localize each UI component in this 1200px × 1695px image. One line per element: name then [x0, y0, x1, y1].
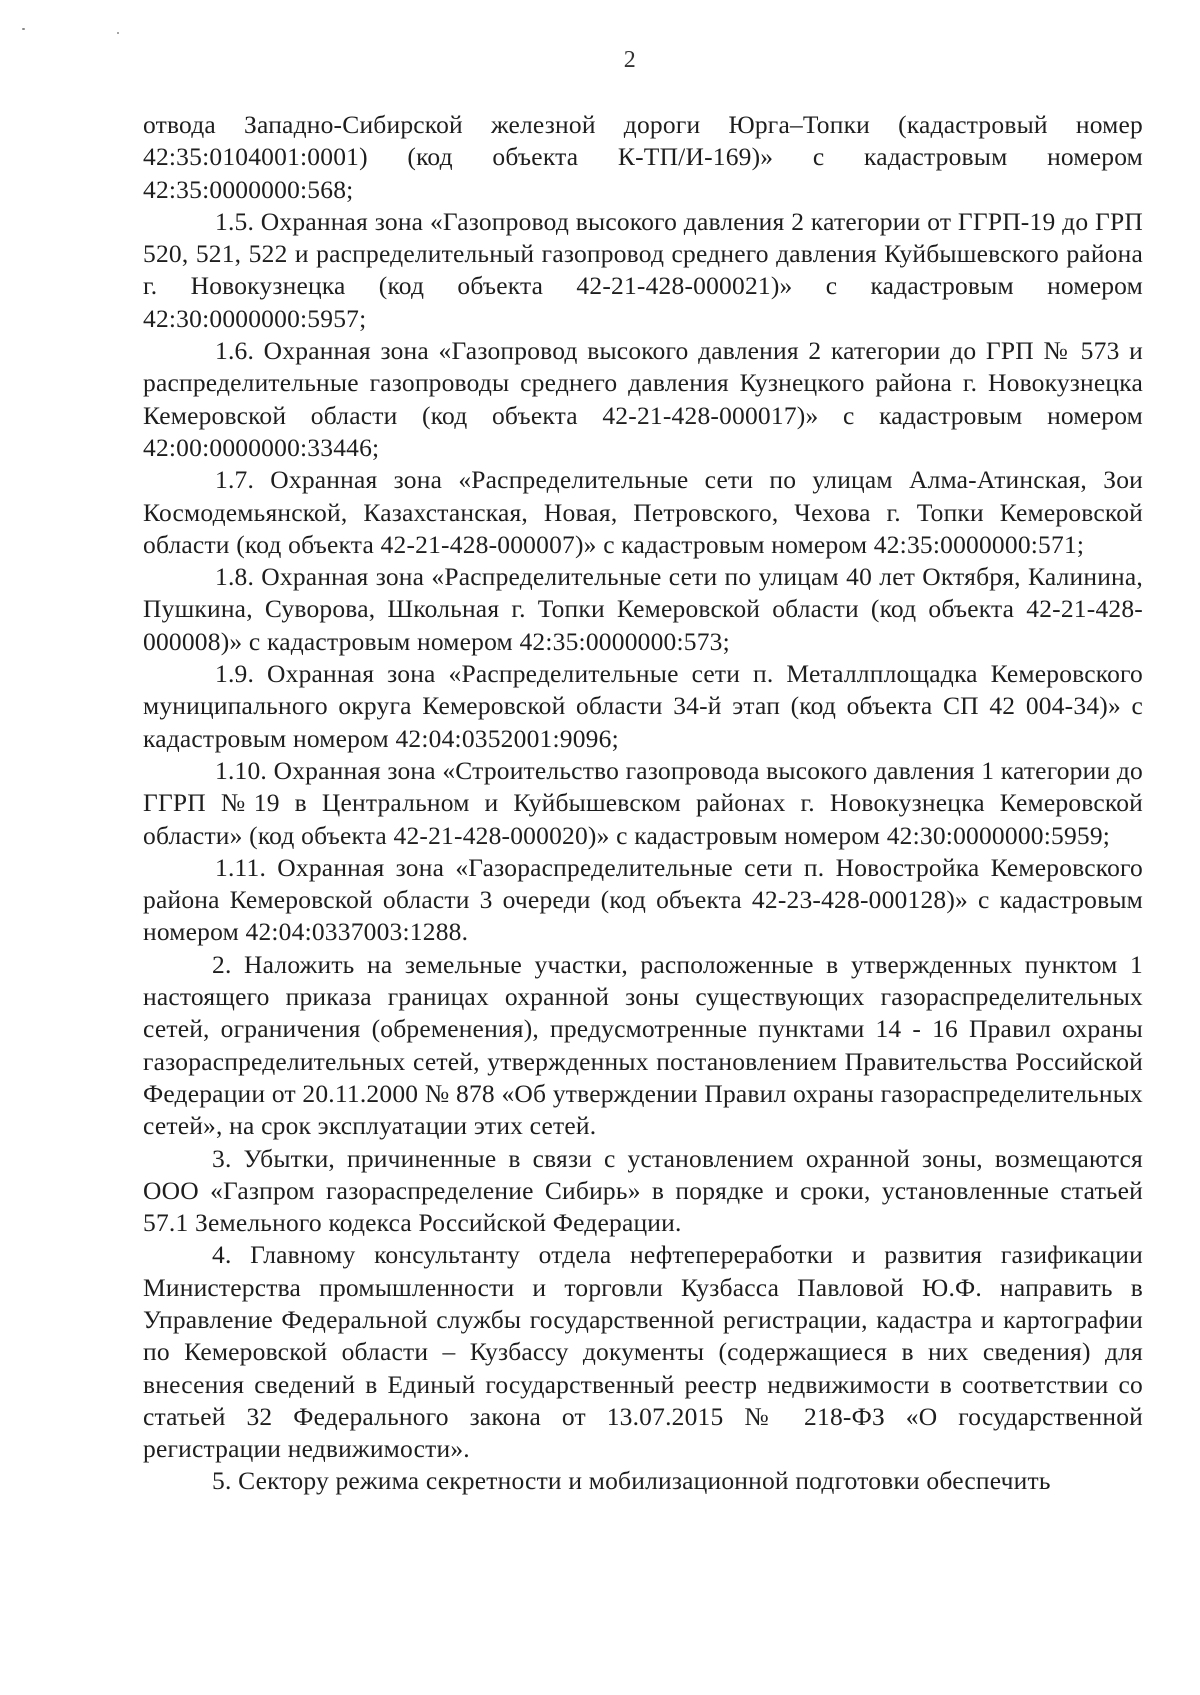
page-number: 2 [623, 47, 637, 73]
paragraph-item-1-7: 1.7. Охранная зона «Распределительные сети по улицам Алма-Атинская, Зои Космодемьянской, Казахстанская, Новая, Петровского, Чехова г. Топки Кемеровской области (код объекта 42-21-428-000007)» с кадастровым номером 42:35:0000000:571; [143, 465, 1143, 559]
paragraph-item-2: 2. Наложить на земельные участки, расположенные в утвержденных пунктом 1 настоящего приказа границах охранной зоны существующих газораспределительных сетей, ограничения (обременения), предусмотренные пунктами 14 - 16 Правил охраны газораспределительных сетей, утвержденных постановлением Правительства Российской Федерации от 20.11.2000 № 878 «Об утверждении Правил охраны газораспределительных сетей», на срок эксплуатации этих сетей. [143, 949, 1143, 1141]
paragraph-item-1-10: 1.10. Охранная зона «Строительство газопровода высокого давления 1 категории до ГГРП №19 в Центральном и Куйбышевском районах г. Новокузнецка Кемеровской области» (код объекта 42-21-428-000020)» с кадастровым номером 42:30:0000000:5959; [143, 755, 1144, 850]
paragraph-item-3: 3. Убытки, причиненные в связи с установлением охранной зоны, возмещаются ООО «Газпром газораспределение Сибирь» в порядке и сроки, установленные статьей 57.1 Земельного кодекса Российской Федерации. [143, 1143, 1143, 1238]
document-body [143, 109, 1143, 1498]
paragraph-continuation: отвода Западно-Сибирской железной дороги Юрга–Топки (кадастровый номер 42:35:0104001:0001) (код объекта К-ТП/И-169)» с кадастровым номером 42:35:0000000:568; [143, 110, 1143, 204]
paragraph-item-1-5: 1.5. Охранная зона «Газопровод высокого давления 2 категории от ГГРП-19 до ГРП 520, 521, 522 и распределительный газопровод среднего давления Куйбышевского района г. Новокузнецка (код объекта 42-21-428-000021)» с кадастровым номером 42:30:0000000:5957; [143, 206, 1143, 333]
scan-speck [22, 28, 25, 30]
paragraph-item-4: 4. Главному консультанту отдела нефтепереработки и развития газификации Министерства промышленности и торговли Кузбасса Павловой Ю.Ф. направить в Управление Федеральной службы государственной регистрации, кадастра и картографии по Кемеровской области – Кузбассу документы (содержащиеся в них сведения) для внесения сведений в Единый государственный реестр недвижимости в соответствии со статьей 32 Федерального закона от 13.07.2015 № 218-ФЗ «О государственной регистрации недвижимости». [143, 1240, 1143, 1464]
paragraph-item-1-11: 1.11. Охранная зона «Газораспределительные сети п. Новостройка Кемеровского района Кемеровской области 3 очереди (код объекта 42-23-428-000128)» с кадастровым номером 42:04:0337003:1288. [143, 852, 1143, 947]
paragraph-item-1-6: 1.6. Охранная зона «Газопровод высокого давления 2 категории до ГРП № 573 и распределительные газопроводы среднего давления Кузнецкого района г. Новокузнецка Кемеровской области (код объекта 42-21-428-000017)» с кадастровым номером 42:00:0000000:33446; [143, 336, 1143, 462]
paragraph-item-1-9: 1.9. Охранная зона «Распределительные сети п. Металлплощадка Кемеровского муниципального округа Кемеровской области 34-й этап (код объекта СП 42 004-34)» с кадастровым номером 42:04:0352001:9096; [143, 659, 1143, 753]
paragraph-item-1-8: 1.8. Охранная зона «Распределительные сети по улицам 40 лет Октября, Калинина, Пушкина, Суворова, Школьная г. Топки Кемеровской области (код объекта 42-21-428-000008)» с кадастровым номером 42:35:0000000:573; [143, 562, 1143, 656]
scan-speck [117, 32, 119, 34]
paragraph-item-5: 5. Сектору режима секретности и мобилизационной подготовки обеспечить [212, 1466, 1051, 1496]
